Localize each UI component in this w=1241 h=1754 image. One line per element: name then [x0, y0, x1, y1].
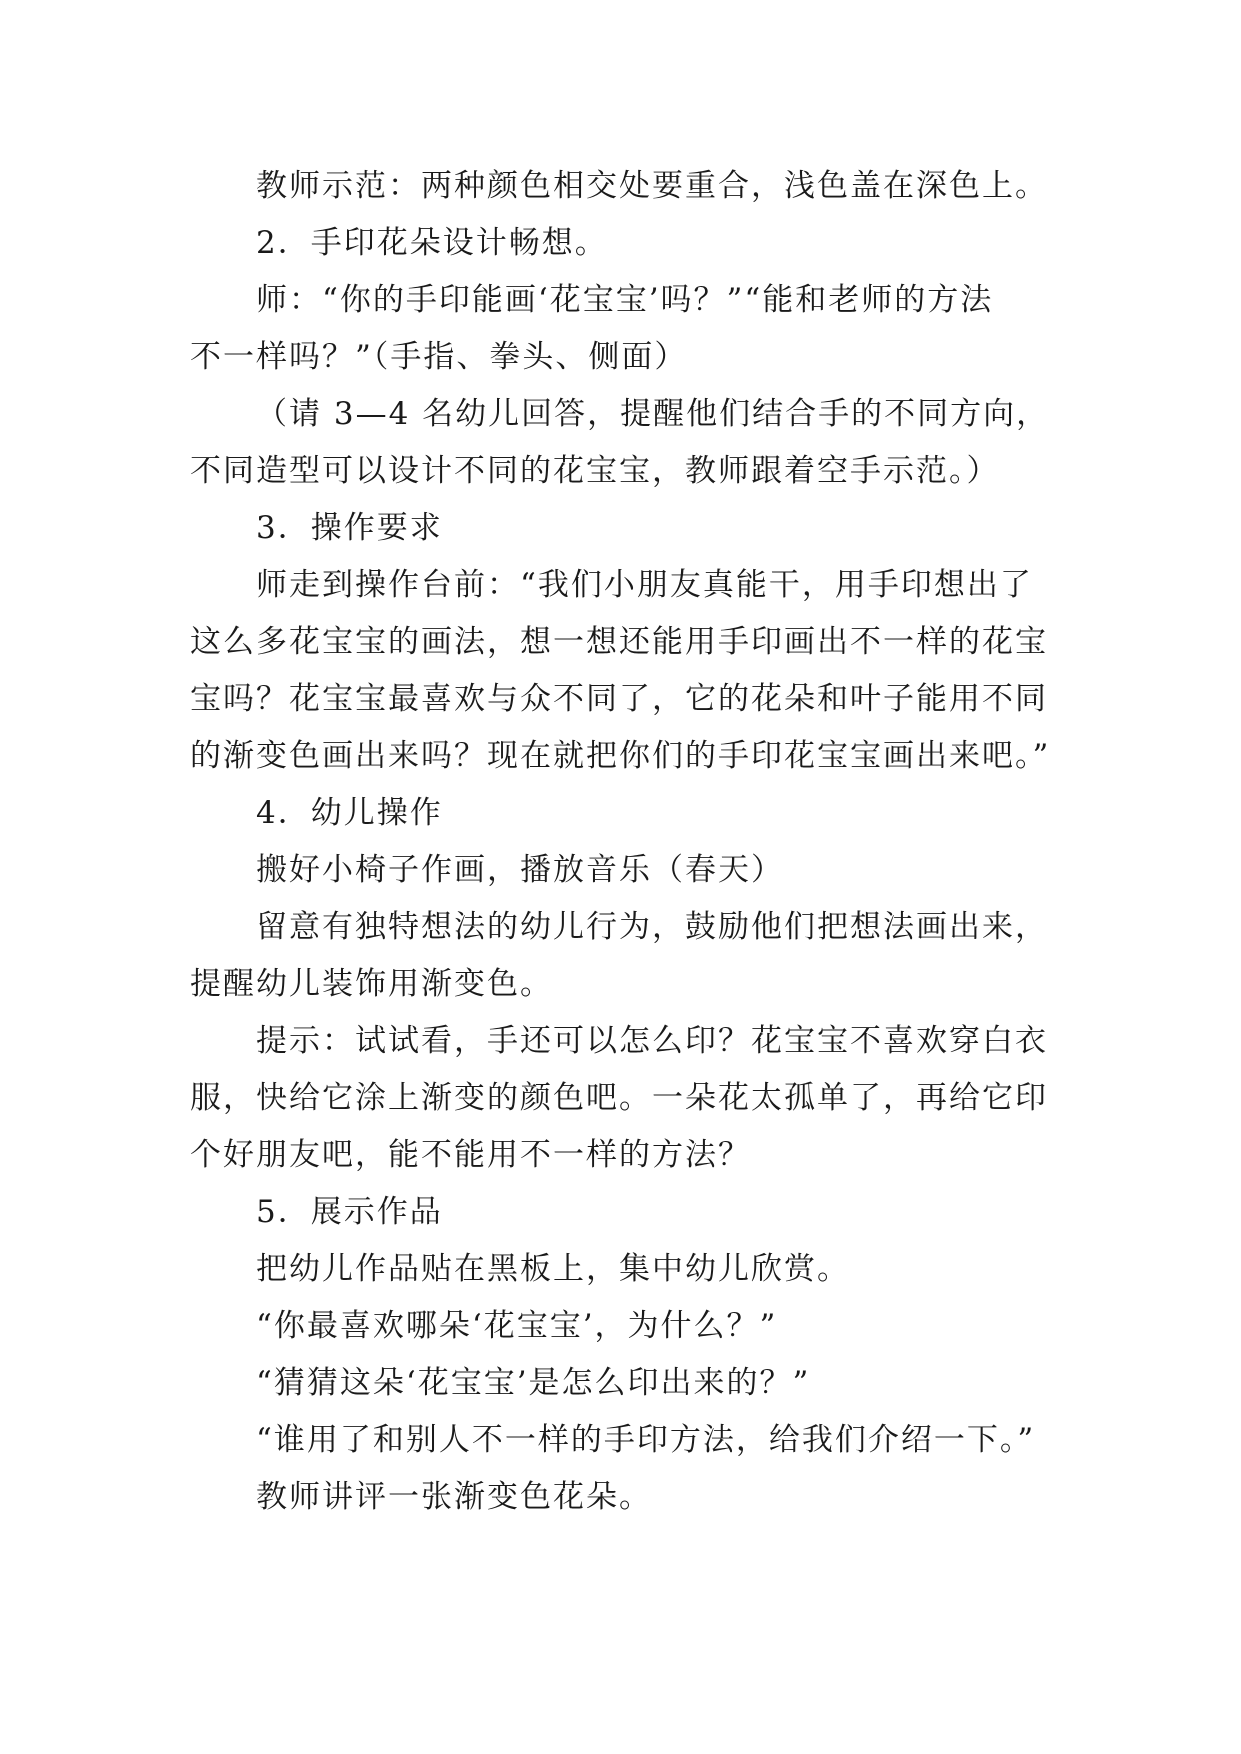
quote-line: “你最喜欢哪朵‘花宝宝’，为什么？”	[256, 1308, 778, 1344]
paragraph-line: 提醒幼儿装饰用渐变色。	[190, 966, 553, 1002]
paragraph-line: 服，快给它涂上渐变的颜色吧。一朵花太孤单了，再给它印	[190, 1080, 1048, 1116]
paragraph-line: 搬好小椅子作画，播放音乐（春天）	[256, 852, 784, 888]
paragraph-line: 把幼儿作品贴在黑板上，集中幼儿欣赏。	[256, 1251, 850, 1287]
section-heading: 5．展示作品	[256, 1194, 443, 1230]
paragraph-line: 留意有独特想法的幼儿行为，鼓励他们把想法画出来，	[256, 909, 1048, 945]
paragraph-line: 师：“你的手印能画‘花宝宝’吗？”“能和老师的方法	[256, 282, 994, 318]
paragraph-line: 的渐变色画出来吗？现在就把你们的手印花宝宝画出来吧。”	[190, 738, 1051, 774]
section-heading: 4．幼儿操作	[256, 795, 443, 831]
quote-line: “猜猜这朵‘花宝宝’是怎么印出来的？”	[256, 1365, 811, 1401]
paragraph-line: （请 3—4 名幼儿回答，提醒他们结合手的不同方向，	[256, 396, 1050, 432]
paragraph-line: 提示：试试看，手还可以怎么印？花宝宝不喜欢穿白衣	[256, 1023, 1048, 1059]
paragraph-line: 个好朋友吧，能不能用不一样的方法？	[190, 1137, 751, 1173]
section-heading: 2．手印花朵设计畅想。	[256, 225, 608, 261]
paragraph-line: 教师讲评一张渐变色花朵。	[256, 1479, 652, 1515]
paragraph-line: 宝吗？花宝宝最喜欢与众不同了，它的花朵和叶子能用不同	[190, 681, 1048, 717]
paragraph-line: 教师示范：两种颜色相交处要重合，浅色盖在深色上。	[256, 168, 1048, 204]
paragraph-line: 不一样吗？”（手指、拳头、侧面）	[190, 339, 688, 375]
section-heading: 3．操作要求	[256, 510, 443, 546]
quote-line: “谁用了和别人不一样的手印方法，给我们介绍一下。”	[256, 1422, 1036, 1458]
paragraph-line: 不同造型可以设计不同的花宝宝，教师跟着空手示范。）	[190, 453, 1000, 489]
paragraph-line: 师走到操作台前：“我们小朋友真能干，用手印想出了	[256, 567, 1033, 603]
paragraph-line: 这么多花宝宝的画法，想一想还能用手印画出不一样的花宝	[190, 624, 1048, 660]
